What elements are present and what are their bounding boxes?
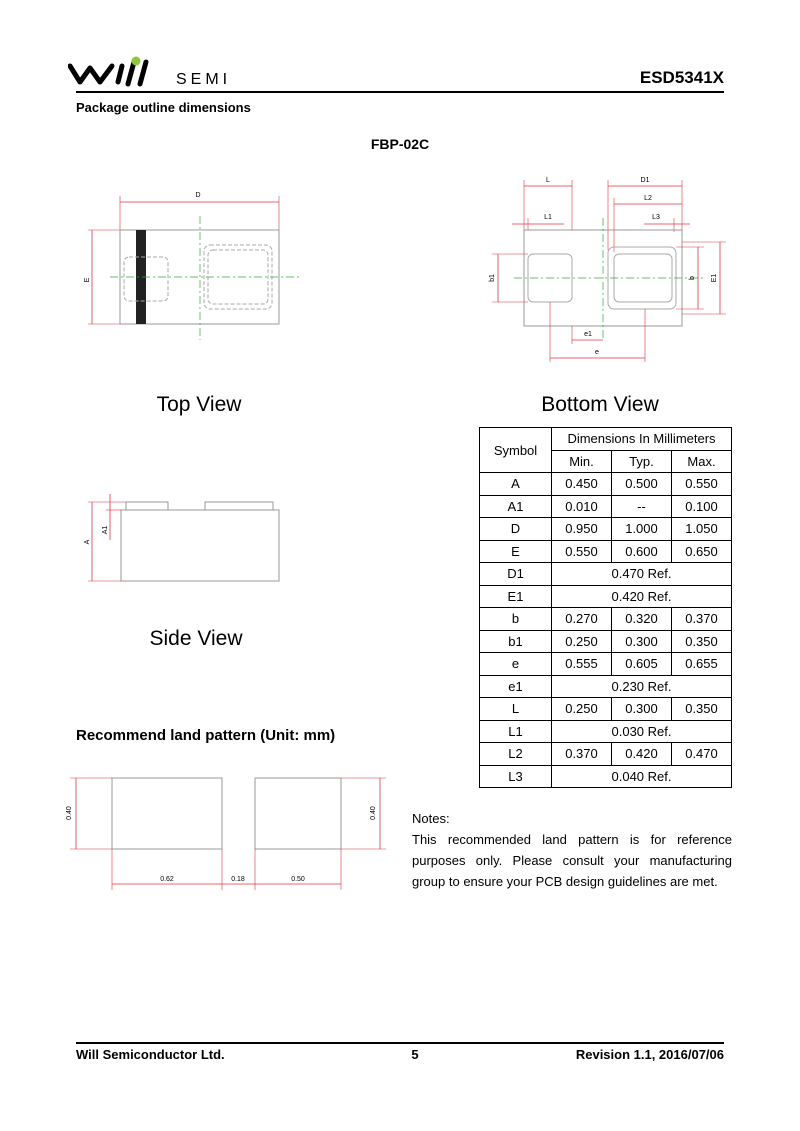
typ-cell: 0.605 <box>612 653 672 676</box>
land-width-right: 0.50 <box>291 876 305 883</box>
symbol-cell: e <box>480 653 552 676</box>
dim-L3-label: L3 <box>652 214 660 221</box>
min-cell: 0.950 <box>552 518 612 541</box>
typ-cell: 1.000 <box>612 518 672 541</box>
typ-header: Typ. <box>612 450 672 473</box>
table-row <box>480 720 732 743</box>
notes-title: Notes: <box>412 811 450 826</box>
dimension-table <box>479 427 732 788</box>
symbol-cell: A <box>480 473 552 496</box>
footer-company: Will Semiconductor Ltd. <box>76 1047 225 1062</box>
group-header: Dimensions In Millimeters <box>552 428 732 451</box>
max-cell: 0.470 <box>672 743 732 766</box>
symbol-cell: D1 <box>480 563 552 586</box>
notes <box>412 808 732 892</box>
land-height-right: 0.40 <box>370 806 377 820</box>
symbol-cell: L2 <box>480 743 552 766</box>
package-name: FBP-02C <box>370 136 430 152</box>
footer-revision: Revision 1.1, 2016/07/06 <box>575 1047 724 1062</box>
logo-text: SEMI <box>176 71 232 88</box>
symbol-cell: e1 <box>480 675 552 698</box>
dim-e1-label: e1 <box>584 331 592 338</box>
min-cell: 0.270 <box>552 608 612 631</box>
land-gap: 0.18 <box>231 876 245 883</box>
symbol-cell: L1 <box>480 720 552 743</box>
table-row <box>480 608 732 631</box>
dim-E1-label: E1 <box>711 273 718 283</box>
ref-cell: 0.230 Ref. <box>552 675 732 698</box>
table-row <box>480 495 732 518</box>
side-view-drawing <box>80 490 290 590</box>
max-cell: 0.100 <box>672 495 732 518</box>
table-header-row <box>480 428 732 451</box>
typ-cell: 0.600 <box>612 540 672 563</box>
max-cell: 0.370 <box>672 608 732 631</box>
symbol-cell: E <box>480 540 552 563</box>
table-row <box>480 698 732 721</box>
ref-cell: 0.030 Ref. <box>552 720 732 743</box>
land-pattern-title: Recommend land pattern (Unit: mm) <box>76 727 336 744</box>
side-view-title: Side View <box>149 627 243 650</box>
max-cell: 0.650 <box>672 540 732 563</box>
dim-e-label: e <box>595 349 599 356</box>
symbol-cell: L3 <box>480 765 552 788</box>
min-cell: 0.555 <box>552 653 612 676</box>
max-cell: 0.550 <box>672 473 732 496</box>
max-header: Max. <box>672 450 732 473</box>
typ-cell: 0.320 <box>612 608 672 631</box>
table-row <box>480 585 732 608</box>
dim-A1-label: A1 <box>102 525 109 535</box>
ref-cell: 0.420 Ref. <box>552 585 732 608</box>
symbol-cell: A1 <box>480 495 552 518</box>
land-pattern-drawing <box>60 770 400 895</box>
table-row <box>480 653 732 676</box>
table-row <box>480 473 732 496</box>
top-view-drawing <box>80 180 310 350</box>
land-height-left: 0.40 <box>66 806 73 820</box>
symbol-cell: L <box>480 698 552 721</box>
notes-text: This recommended land pattern is for reference purposes only. Please consult your manufacturing group to ensure your PCB design guidelines are met. <box>412 832 732 889</box>
header-rule <box>76 91 724 93</box>
dim-D-label: D <box>195 192 201 199</box>
top-view-title: Top View <box>156 393 242 416</box>
typ-cell: 0.420 <box>612 743 672 766</box>
footer-page-number: 5 <box>411 1047 419 1062</box>
min-cell: 0.450 <box>552 473 612 496</box>
min-cell: 0.550 <box>552 540 612 563</box>
max-cell: 0.350 <box>672 630 732 653</box>
min-cell: 0.010 <box>552 495 612 518</box>
typ-cell: -- <box>612 495 672 518</box>
bottom-view-drawing <box>484 172 734 367</box>
table-row <box>480 630 732 653</box>
max-cell: 0.350 <box>672 698 732 721</box>
dim-D1-label: D1 <box>640 177 650 184</box>
min-cell: 0.370 <box>552 743 612 766</box>
min-header: Min. <box>552 450 612 473</box>
bottom-view-title: Bottom View <box>541 393 659 416</box>
company-logo <box>68 56 258 90</box>
min-cell: 0.250 <box>552 630 612 653</box>
table-row <box>480 518 732 541</box>
symbol-cell: b <box>480 608 552 631</box>
symbol-cell: E1 <box>480 585 552 608</box>
table-row <box>480 675 732 698</box>
table-row <box>480 743 732 766</box>
dim-b-label: b <box>689 276 696 280</box>
symbol-cell: b1 <box>480 630 552 653</box>
table-row <box>480 563 732 586</box>
section-title: Package outline dimensions <box>76 100 251 115</box>
min-cell: 0.250 <box>552 698 612 721</box>
symbol-cell: D <box>480 518 552 541</box>
dim-L-label: L <box>546 177 550 184</box>
dim-A-label: A <box>84 539 91 545</box>
typ-cell: 0.300 <box>612 698 672 721</box>
dim-b1-label: b1 <box>489 274 496 282</box>
typ-cell: 0.300 <box>612 630 672 653</box>
part-number: ESD5341X <box>639 68 724 87</box>
dim-L2-label: L2 <box>644 195 652 202</box>
table-row <box>480 540 732 563</box>
max-cell: 0.655 <box>672 653 732 676</box>
max-cell: 1.050 <box>672 518 732 541</box>
ref-cell: 0.040 Ref. <box>552 765 732 788</box>
footer-rule <box>76 1042 724 1044</box>
will-logo-icon <box>68 56 258 90</box>
dim-L1-label: L1 <box>544 214 552 221</box>
land-width-left: 0.62 <box>160 876 174 883</box>
ref-cell: 0.470 Ref. <box>552 563 732 586</box>
table-row <box>480 765 732 788</box>
dim-E-label: E <box>84 277 91 283</box>
typ-cell: 0.500 <box>612 473 672 496</box>
symbol-header: Symbol <box>480 428 552 473</box>
